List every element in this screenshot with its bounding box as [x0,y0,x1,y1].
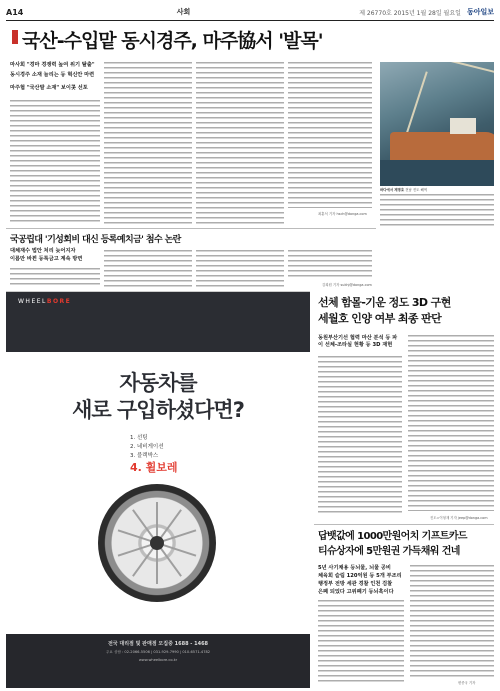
page-header [6,4,494,21]
story1-subhead-1: 마사회 "경마 경쟁력 높여 위기 탈출" [10,62,95,68]
ad-question [6,370,310,424]
headline-marker [12,30,18,44]
story2-headline: 국공립대 '기성회비 대신 등록예치금' 첨수 논란 [10,235,181,245]
story4-subhead-3: 행정부 전방 세관 경찰 인천 검찰 [318,581,393,587]
photo-caption-byline: 전남 진도 해역 [405,188,427,192]
story4-headline-2: 티슈상자에 5만원권 가득채워 건네 [318,546,460,557]
story1-subhead-2: 동시경주 소재 늘리는 등 혁신안 마련 [10,72,95,78]
story4-subhead-4: 은폐 되었다 고위폐기 등뇌혹이다 [318,589,394,595]
ad-footer-url: www.wheelbore.co.kr [138,658,178,662]
story3-byline: 진도=이형재 기자 jeep@donga.com [430,516,488,520]
divider [314,524,494,525]
ad-list [130,434,178,475]
ad-footer-title: 전국 대리점 및 판매점 모집중 1688 - 1468 [107,641,209,647]
ad-footer-contact: 주요 상담 : 02-2066-5506 | 031-929-7990 | 010-6571-4782 [105,650,211,654]
story4-subhead-2: 체육회 슬림 120억원 등 5개 부조리 [318,573,402,579]
story1-byline: 최훈석 기자 hsch@donga.com [318,212,367,216]
story3-subhead: 동원부산기선 협력 마산 분석 등 파이 선체-조타실 현황 등 3D 재현 [318,335,398,348]
story4-subhead-1: 5년 사기채용 등뇌물, 뇌물 공비 [318,565,391,571]
story2-body-col1 [10,268,100,288]
ad-list-item-4: 4. 휠보레 [130,461,178,474]
ad-list-item-2: 2. 네비게이션 [130,444,164,450]
story1-body-col4 [288,62,372,208]
story2-body-col4 [288,250,372,280]
wheelbore-advertisement [6,291,310,688]
story4-byline: 변종국 기자 [458,681,476,685]
story1-body-col3 [196,62,284,226]
salvage-photo [380,62,494,186]
story4-headline-1: 답뱃값에 1000만원어치 기프트카드 [318,531,467,542]
photo-caption-title: 바다에서 제명호 [380,188,405,192]
story2-subhead-1: 대체재수 법안 처리 늦어지자 [10,248,76,254]
photo-caption [380,188,494,193]
ad-question-line-1: 자동차를 [119,371,197,395]
story3-body-col2 [408,335,494,511]
ad-list-item-3: 3. 블랙박스 [130,453,159,459]
story1-body-col2 [104,62,192,226]
story3-body-col1 [318,356,402,514]
ad-list-item-1: 1. 선팅 [130,435,148,441]
ad-question-line-2: 새로 구입하셨다면? [72,398,244,422]
story2-body-col2 [104,250,192,288]
story3-headline-2: 세월호 인양 여부 최종 판단 [318,312,442,325]
story4-body-col1 [318,600,404,684]
wheel-image [98,484,216,602]
story2-subhead-2: 이름만 바뀐 등록금고 계속 방면 [10,256,83,262]
story1-body-col1 [10,100,100,224]
photo-caption-text [380,194,494,228]
paper-logo: 동아일보 [466,8,494,16]
ad-footer [6,634,310,688]
story3-headline-1: 선체 함몰-기운 정도 3D 구현 [318,296,451,309]
divider [6,228,376,229]
section-name: 사회 [176,8,191,16]
story2-body-col3 [196,250,284,288]
story1-subhead-3: 마주협 "국산말 소재" 보이콧 선포 [10,85,88,91]
page-number: A14 [6,7,24,17]
issue-info: 제 26770호 2015년 1월 28일 월요일 [359,9,461,17]
story2-byline: 김희원 기자 sukhj@donga.com [322,283,372,287]
story4-body-col2 [410,565,494,677]
ad-brand-logo: WHEELBORE [18,298,72,305]
story1-headline: 국산-수입맡 동시경주, 마주協서 '발목' [22,30,323,52]
